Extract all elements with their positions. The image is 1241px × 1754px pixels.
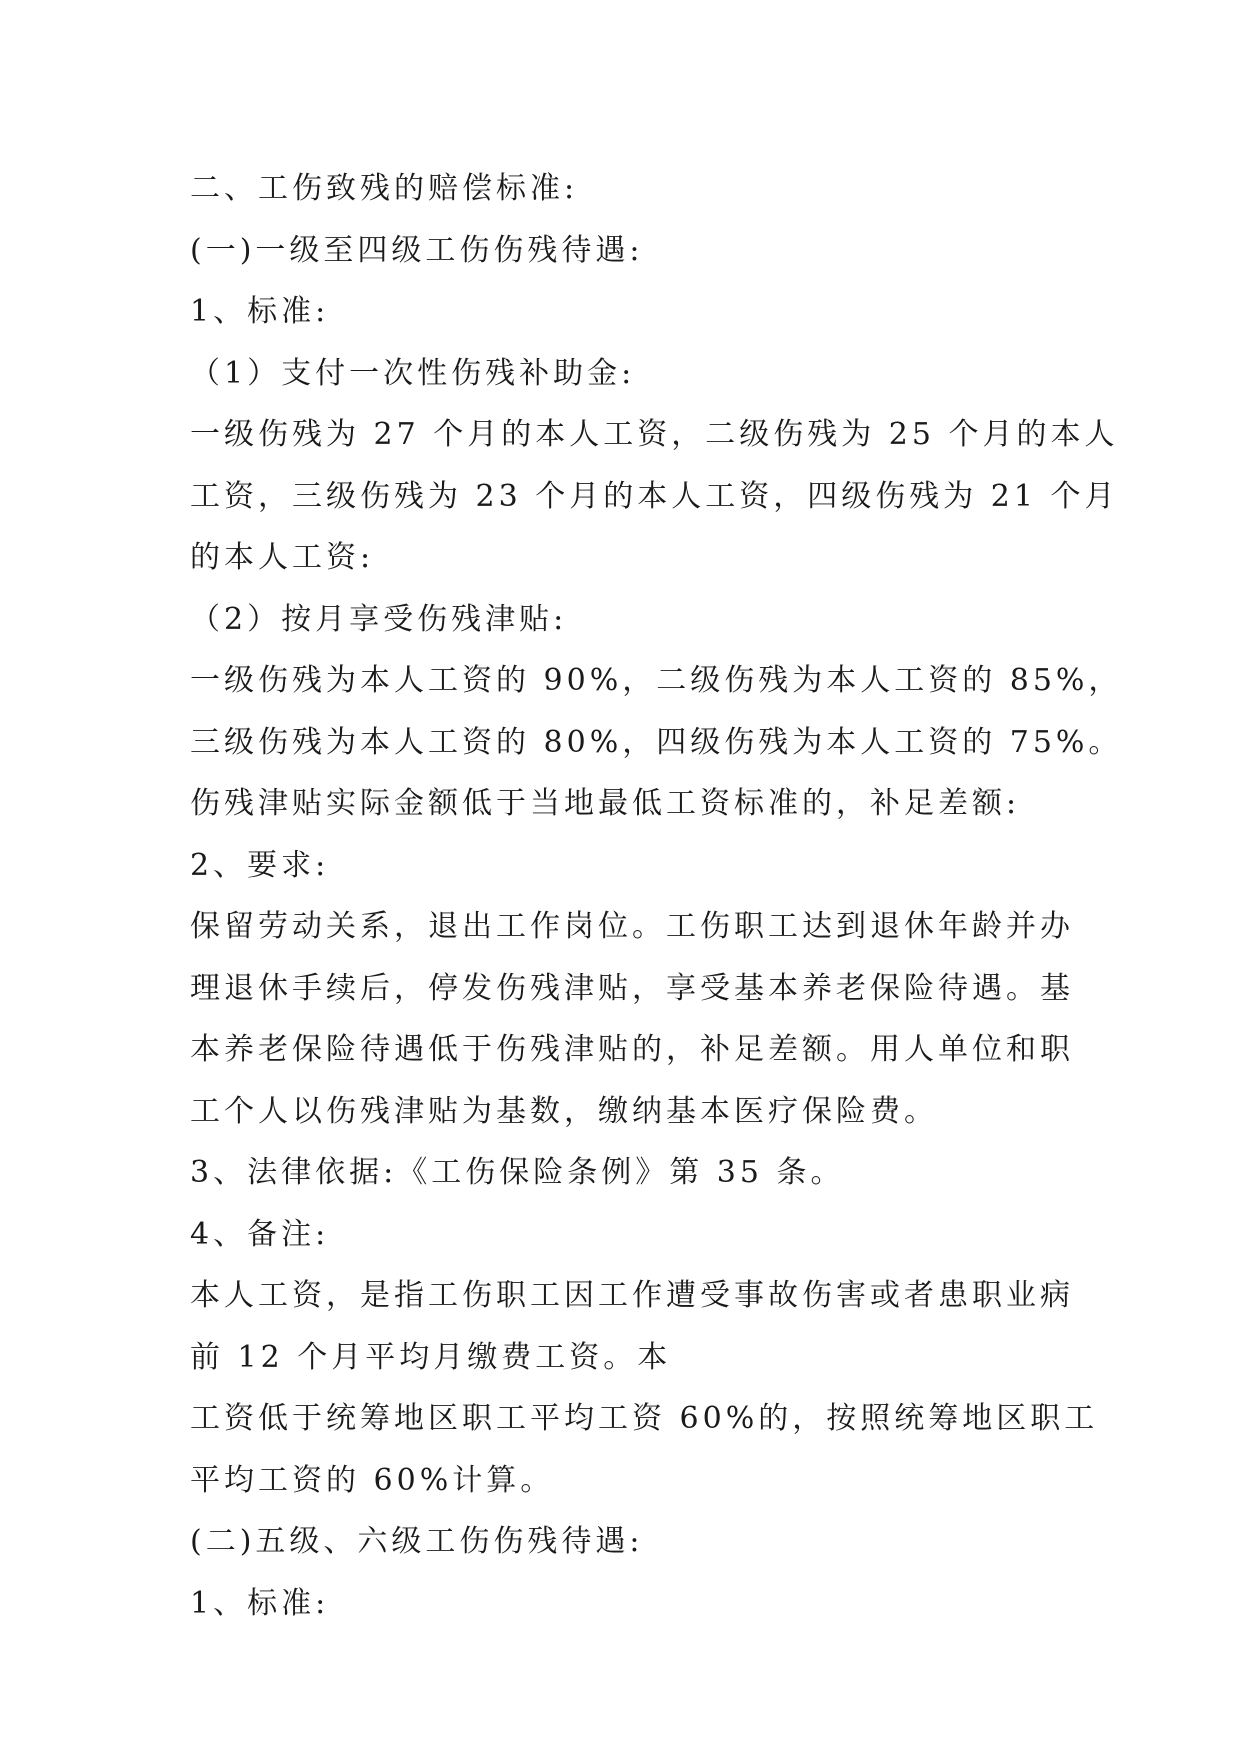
legal-basis: 3、法律依据:《工伤保险条例》第 35 条。 <box>190 1155 845 1190</box>
paragraph-line: 本养老保险待遇低于伤残津贴的，补足差额。用人单位和职 <box>190 1032 1074 1067</box>
paragraph-line: 的本人工资: <box>190 540 375 575</box>
paragraph-line: 平均工资的 60%计算。 <box>190 1462 555 1498</box>
item-heading: 4、备注: <box>190 1216 330 1252</box>
paragraph-line: 三级伤残为本人工资的 80%，四级伤残为本人工资的 75%。 <box>190 724 1123 760</box>
paragraph-line: 理退休手续后，停发伤残津贴，享受基本养老保险待遇。基 <box>190 970 1074 1006</box>
paragraph-line: 前 12 个月平均月缴费工资。本 <box>190 1339 672 1375</box>
section-heading: 二、工伤致残的赔偿标准: <box>190 171 579 206</box>
paragraph-line: 一级伤残为 27 个月的本人工资，二级伤残为 25 个月的本人 <box>190 417 1119 452</box>
item-heading: 1、标准: <box>190 294 330 329</box>
subsection-heading: (一)一级至四级工伤伤残待遇: <box>190 232 644 268</box>
subsection-heading: (二)五级、六级工伤伤残待遇: <box>190 1524 644 1559</box>
subitem-heading: （1）支付一次性伤残补助金: <box>190 355 636 391</box>
paragraph-line: 工资，三级伤残为 23 个月的本人工资，四级伤残为 21 个月 <box>190 478 1119 514</box>
paragraph-line: 一级伤残为本人工资的 90%，二级伤残为本人工资的 85%， <box>190 663 1123 698</box>
paragraph-line: 保留劳动关系，退出工作岗位。工伤职工达到退休年龄并办 <box>190 909 1074 944</box>
item-heading: 2、要求: <box>190 847 330 883</box>
paragraph-line: 工资低于统筹地区职工平均工资 60%的，按照统筹地区职工 <box>190 1401 1099 1436</box>
paragraph-line: 伤残津贴实际金额低于当地最低工资标准的，补足差额: <box>190 786 1021 821</box>
document-body <box>190 158 1123 1634</box>
item-heading: 1、标准: <box>190 1585 330 1621</box>
subitem-heading: （2）按月享受伤残津贴: <box>190 601 568 637</box>
paragraph-line: 工个人以伤残津贴为基数，缴纳基本医疗保险费。 <box>190 1093 938 1129</box>
paragraph-line: 本人工资，是指工伤职工因工作遭受事故伤害或者患职业病 <box>190 1278 1074 1313</box>
